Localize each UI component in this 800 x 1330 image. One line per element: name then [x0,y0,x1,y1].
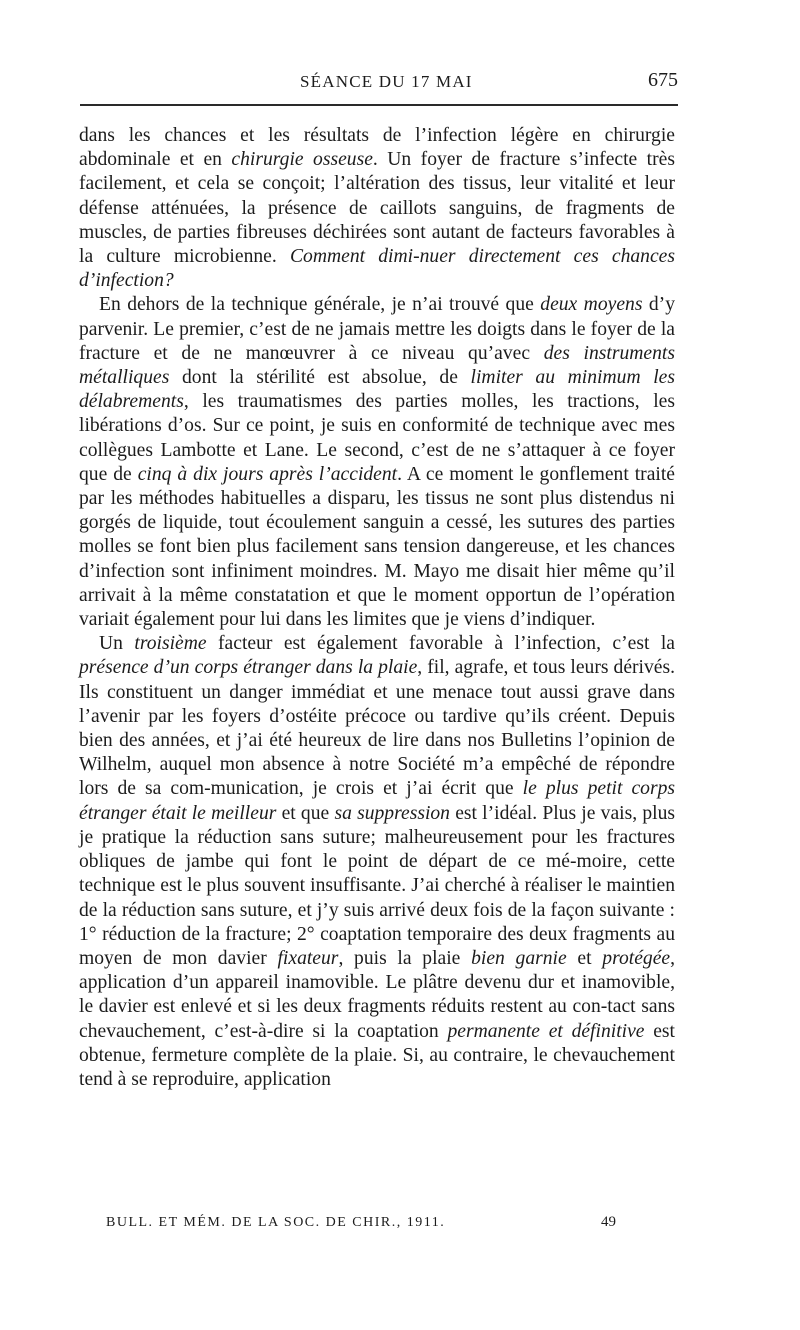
paragraph-2-emphasis-4: cinq à dix jours après l’accident [137,463,398,485]
paragraph-3-emphasis-5: fixateur [277,947,339,969]
paragraph-2-text-4: , les traumatismes des parties molles, les tractions, les libérations d’os. Sur ce point, je suis en conformité de technique avec mes collègues Lambotte et Lane. Le second, c’est de ne s’attaquer à ce foyer que de [79,391,675,485]
body-text [79,124,675,1092]
running-title: SÉANCE DU 17 MAI [300,72,473,91]
paragraph-2-text-2: d’y parvenir. Le premier, c’est de ne jamais mettre les doigts dans le foyer de la fracture et de ne manœuvrer à ce niveau qu’avec [79,294,675,364]
paragraph-3-emphasis-3: le plus petit corps étranger était le meilleur [79,778,675,824]
paragraph-3-emphasis-7: protégée [602,947,671,969]
paragraph-2-text-3: dont la stérilité est absolue, de [169,367,471,389]
header-rule [80,104,678,106]
paragraph-3-emphasis-4: sa suppression [334,802,450,824]
paragraph-1-emphasis-1: chirurgie osseuse [231,149,373,171]
running-header [78,66,678,96]
paragraph-3-emphasis-2: présence d’un corps étranger dans la plaie [79,657,418,679]
page-number: 675 [648,69,678,91]
paragraph-3-text-1: Un [99,633,135,655]
paragraph-3-text-3: , fil, agrafe, et tous leurs dérivés. Ils constituent un danger immédiat et une menace tout aussi grave dans l’avenir par les foyers d’ostéite précoce ou tardive qu’ils créent. Depuis bien des années, et j’ai été heureux de lire dans nos Bulletins l’opinion de Wilhelm, auquel mon absence à notre Société m’a empêché de répondre lors de sa com-munication, je crois et j’ai écrit que [79,657,675,800]
paragraph-2-emphasis-2: des instruments métalliques [79,342,675,389]
paragraph-2-emphasis-1: deux moyens [540,294,643,316]
page-footer [106,1215,626,1239]
paragraph-2-text-5: . A ce moment le gonflement traité par les méthodes habituelles a disparu, les tissus ne sont plus distendus ni gorgés de liquide, tout écoulement sanguin a cessé, les sutures des parties molles se font bien plus facilement sans tension dangereuse, et les chances d’infection sont infiniment moindres. M. Mayo me disait hier même qu’il arrivait à la même constatation et que le moment opportun de l’opération variait également pour lui dans les limites que je viens d’indiquer. [79,463,675,631]
paragraph-3-text-5: est l’idéal. Plus je vais, plus je pratique la réduction sans suture; malheureusement pour les fractures obliques de jambe qui font le point de départ de ce mé-moire, cette technique est le plus souvent insuffisante. J’ai cherché à réaliser le maintien de la réduction sans suture, et j’y suis arrivé deux fois de la façon suivante : 1° réduction de la fracture; 2° coaptation temporaire des deux fragments au moyen de mon davier [79,802,675,969]
paragraph-1 [79,124,675,293]
paragraph-3-text-7: et [566,947,603,969]
signature-number: 49 [601,1214,616,1230]
paragraph-3 [79,632,675,1092]
paragraph-3-text-4: et que [276,802,335,824]
paragraph-2-emphasis-3: limiter au minimum les délabrements [79,367,675,413]
paragraph-3-emphasis-6: bien garnie [471,947,567,969]
paragraph-3-text-8: , application d’un appareil inamovible. Le plâtre devenu dur et inamovible, le davier est enlevé et si les deux fragments réduits restent au con-tact sans chevauchement, c’est-à-dire si la coaptation [79,947,675,1042]
paragraph-3-emphasis-8: permanente et définitive [447,1020,645,1042]
paragraph-2 [79,293,675,632]
paragraph-3-text-2: facteur est également favorable à l’infection, c’est la [206,633,675,655]
paragraph-2-text-1: En dehors de la technique générale, je n’ai trouvé que [99,294,541,316]
footer-source: BULL. ET MÉM. DE LA SOC. DE CHIR., 1911. [106,1215,446,1230]
paragraph-3-text-9: est obtenue, fermeture complète de la plaie. Si, au contraire, le chevauchement tend à se reproduire, application [79,1020,675,1090]
paragraph-1-text-1: dans les chances et les résultats de l’infection légère en chirurgie abdominale et en [79,125,675,171]
paragraph-3-text-6: , puis la plaie [338,947,472,969]
paragraph-1-text-2: . Un foyer de fracture s’infecte très facilement, et cela se conçoit; l’altération des tissus, leur vitalité et leur défense atténuées, la présence de caillots sanguins, de fragments de muscles, de parties fibreuses déchirées sont autant de facteurs favorables à la culture microbienne. [79,149,675,268]
paragraph-1-emphasis-2: Comment dimi-nuer directement ces chances d’infection? [79,246,675,292]
paragraph-3-emphasis-1: troisième [134,633,207,655]
